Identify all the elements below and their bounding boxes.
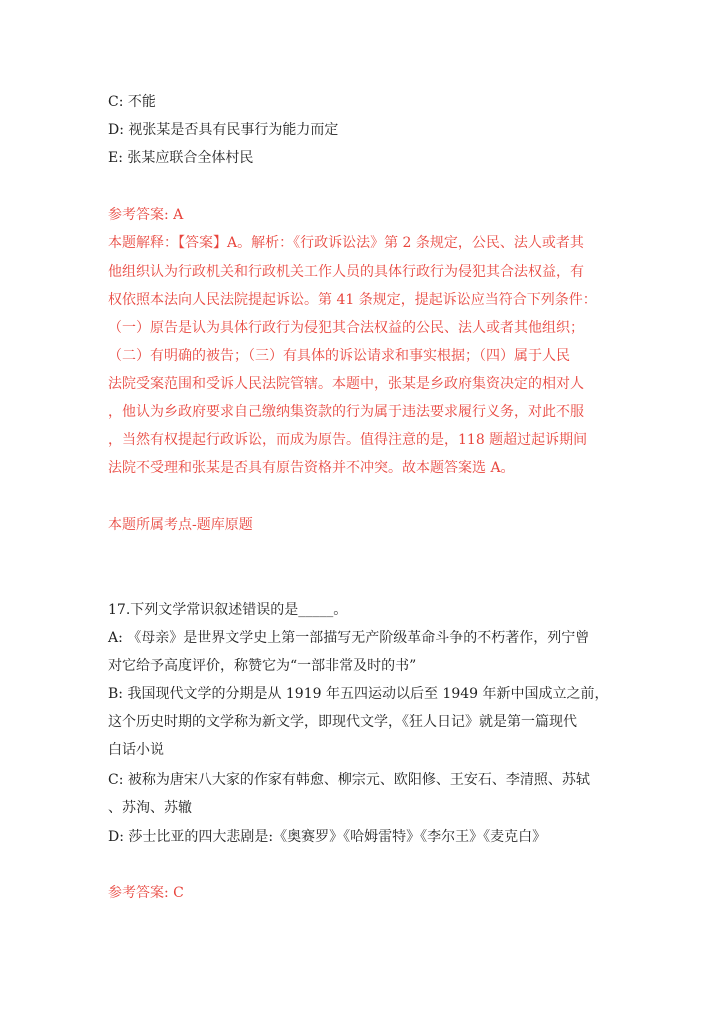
option-b-line: B: 我国现代文学的分期是从 1919 年五四运动以后至 1949 年新中国成立之前，	[108, 686, 609, 702]
option-e: E: 张某应联合全体村民	[108, 150, 254, 166]
explanation-line: ，他认为乡政府要求自己缴纳集资款的行为属于违法要求履行义务，对此不服	[108, 404, 584, 420]
option-b-line: 这个历史时期的文学称为新文学，即现代文学，《狂人日记》就是第一篇现代	[108, 714, 577, 730]
option-a-line: 对它给予高度评价，称赞它为“一部非常及时的书”	[108, 658, 417, 674]
option-b-line: 白话小说	[108, 742, 164, 758]
option-d: D: 视张某是否具有民事行为能力而定	[108, 122, 339, 138]
explanation-line: （二）有明确的被告；（三）有具体的诉讼请求和事实根据；（四）属于人民	[108, 348, 570, 364]
option-c-line: C: 被称为唐宋八大家的作家有韩愈、柳宗元、欧阳修、王安石、李清照、苏轼	[108, 772, 590, 788]
topic-label: 本题所属考点-题库原题	[108, 517, 253, 533]
option-c: C: 不能	[108, 94, 156, 110]
reference-answer: 参考答案: A	[108, 207, 184, 223]
reference-answer: 参考答案: C	[108, 885, 184, 901]
question-stem: 17.下列文学常识叙述错误的是_____。	[108, 602, 348, 618]
option-d-line: D: 莎士比亚的四大悲剧是:《奥赛罗》《哈姆雷特》《李尔王》《麦克白》	[108, 829, 547, 845]
explanation-line: （一）原告是认为具体行政行为侵犯其合法权益的公民、法人或者其他组织；	[108, 320, 584, 336]
option-a-line: A: 《母亲》是世界文学史上第一部描写无产阶级革命斗争的不朽著作，列宁曾	[108, 630, 590, 646]
explanation-line: 他组织认为行政机关和行政机关工作人员的具体行政行为侵犯其合法权益，有	[108, 264, 584, 280]
explanation-line: 法院受案范围和受诉人民法院管辖。本题中，张某是乡政府集资决定的相对人	[108, 376, 584, 392]
option-c-line: 、苏洵、苏辙	[108, 800, 192, 816]
explanation-line: 本题解释：【答案】A。解析：《行政诉讼法》第 2 条规定，公民、法人或者其	[108, 235, 584, 251]
explanation-line: 法院不受理和张某是否具有原告资格并不冲突。故本题答案选 A。	[108, 460, 515, 476]
explanation-line: 权依照本法向人民法院提起诉讼。第 41 条规定，提起诉讼应当符合下列条件：	[108, 292, 597, 308]
explanation-line: ，当然有权提起行政诉讼，而成为原告。值得注意的是，118 题超过起诉期间	[108, 432, 588, 448]
